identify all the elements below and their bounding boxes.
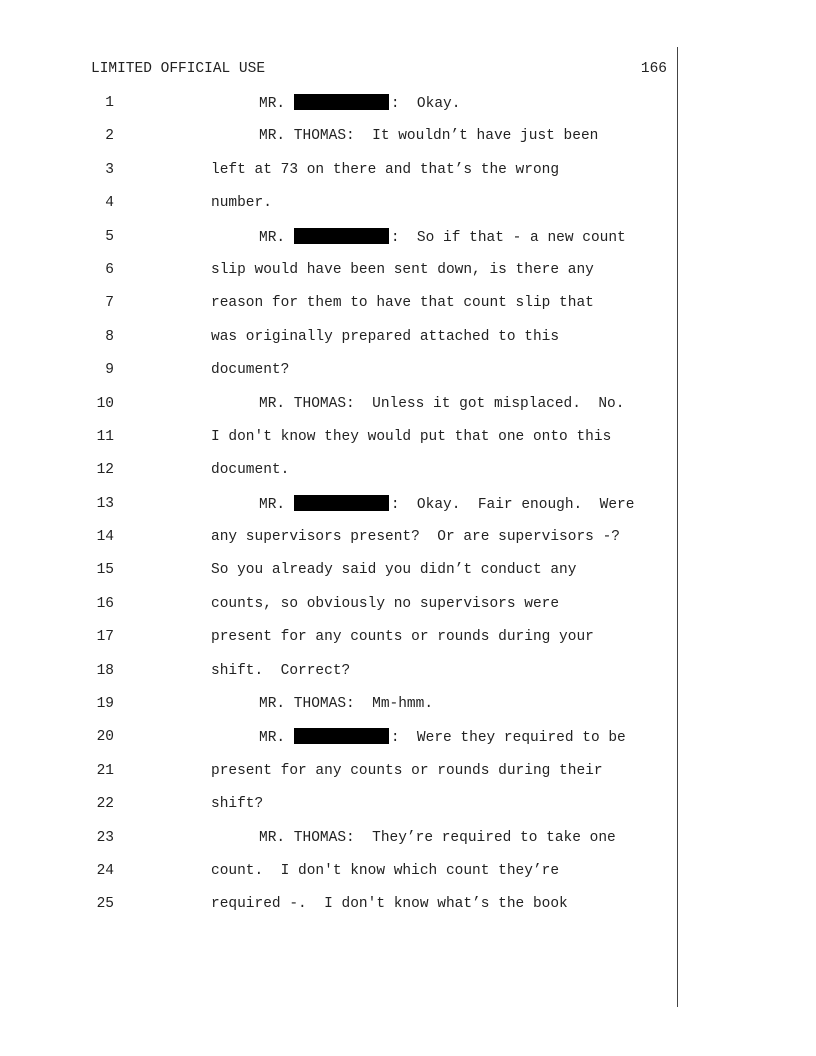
transcript-line: [0, 395, 677, 428]
line-number: 25: [96, 896, 114, 913]
redaction-box: [294, 228, 389, 244]
line-text: MR. THOMAS: They’re required to take one: [259, 829, 616, 846]
line-number: 14: [96, 529, 114, 546]
line-number: 1: [105, 95, 114, 111]
page-number: 166: [640, 61, 667, 77]
line-text: [259, 728, 626, 747]
line-number: 8: [105, 328, 114, 345]
redaction-box: [294, 94, 389, 110]
transcript-line: [0, 662, 677, 695]
line-number: 22: [96, 796, 114, 813]
right-margin-rule: [677, 47, 678, 1007]
line-content: : So if that - a new count: [390, 229, 626, 246]
transcript-line: [0, 628, 677, 661]
line-number: 5: [105, 228, 114, 245]
speaker-prefix: MR.: [259, 496, 286, 513]
line-text: MR. THOMAS: Unless it got misplaced. No.: [259, 395, 625, 412]
line-number: 11: [96, 428, 114, 445]
line-text: any supervisors present? Or are supervisors -?: [211, 529, 620, 546]
redaction-box: [294, 728, 389, 744]
line-text: [259, 495, 634, 514]
line-number: 9: [105, 362, 114, 379]
line-text: reason for them to have that count slip that: [211, 295, 594, 312]
line-text: was originally prepared attached to this: [211, 328, 560, 345]
line-number: 3: [105, 161, 114, 178]
classification-header: LIMITED OFFICIAL USE: [91, 61, 266, 77]
line-number: 23: [96, 829, 114, 846]
transcript-line: [0, 428, 677, 461]
transcript-line: [0, 161, 677, 194]
line-number: 16: [96, 595, 114, 612]
line-number: 15: [96, 562, 114, 579]
redaction-box: [294, 495, 389, 511]
line-text: present for any counts or rounds during your: [211, 629, 594, 646]
line-number: 10: [96, 395, 114, 412]
line-number: 4: [105, 195, 114, 212]
line-text: present for any counts or rounds during their: [211, 762, 603, 779]
line-content: : Okay.: [390, 96, 461, 112]
transcript-line: [0, 261, 677, 294]
line-text: shift?: [211, 796, 264, 813]
line-number: 19: [96, 696, 114, 713]
line-text: slip would have been sent down, is there any: [211, 261, 594, 278]
transcript-line: [0, 829, 677, 862]
line-number: 18: [96, 662, 114, 679]
transcript-line: [0, 528, 677, 561]
transcript-line: [0, 294, 677, 327]
line-text: left at 73 on there and that’s the wrong: [211, 161, 560, 178]
line-number: 6: [105, 261, 114, 278]
line-text: number.: [211, 195, 272, 212]
speaker-prefix: MR.: [259, 96, 286, 112]
speaker-prefix: MR.: [259, 730, 286, 747]
transcript-line: [0, 895, 677, 928]
line-text: MR. THOMAS: Mm-hmm.: [259, 696, 434, 713]
line-number: 24: [96, 862, 114, 879]
line-text: [259, 94, 460, 113]
line-text: document.: [211, 462, 290, 479]
transcript-line: [0, 228, 677, 261]
line-number: 7: [105, 295, 114, 312]
transcript-line: [0, 561, 677, 594]
line-content: : Okay. Fair enough. Were: [390, 496, 635, 513]
line-text: So you already said you didn’t conduct any: [211, 562, 577, 579]
transcript-line: [0, 795, 677, 828]
line-number: 13: [96, 495, 114, 512]
transcript-line: [0, 94, 677, 127]
line-text: required -. I don't know what’s the book: [211, 896, 568, 913]
line-number: 17: [96, 629, 114, 646]
line-text: shift. Correct?: [211, 662, 351, 679]
speaker-prefix: MR.: [259, 229, 286, 246]
line-number: 21: [96, 762, 114, 779]
transcript-line: [0, 194, 677, 227]
line-text: counts, so obviously no supervisors were: [211, 595, 560, 612]
line-content: : Were they required to be: [390, 730, 626, 747]
transcript-line: [0, 762, 677, 795]
transcript-line: [0, 728, 677, 761]
line-text: document?: [211, 362, 290, 379]
line-number: 20: [96, 729, 114, 746]
transcript-line: [0, 695, 677, 728]
transcript-line: [0, 461, 677, 494]
transcript-line: [0, 595, 677, 628]
line-number: 12: [96, 462, 114, 479]
line-text: I don't know they would put that one onto this: [211, 428, 612, 445]
line-text: count. I don't know which count they’re: [211, 862, 560, 879]
transcript-line: [0, 328, 677, 361]
transcript-line: [0, 361, 677, 394]
transcript-body: [0, 94, 677, 929]
transcript-line: [0, 495, 677, 528]
line-text: [259, 228, 626, 247]
line-number: 2: [105, 128, 114, 145]
line-text: MR. THOMAS: It wouldn’t have just been: [259, 128, 599, 145]
transcript-line: [0, 862, 677, 895]
transcript-line: [0, 127, 677, 160]
